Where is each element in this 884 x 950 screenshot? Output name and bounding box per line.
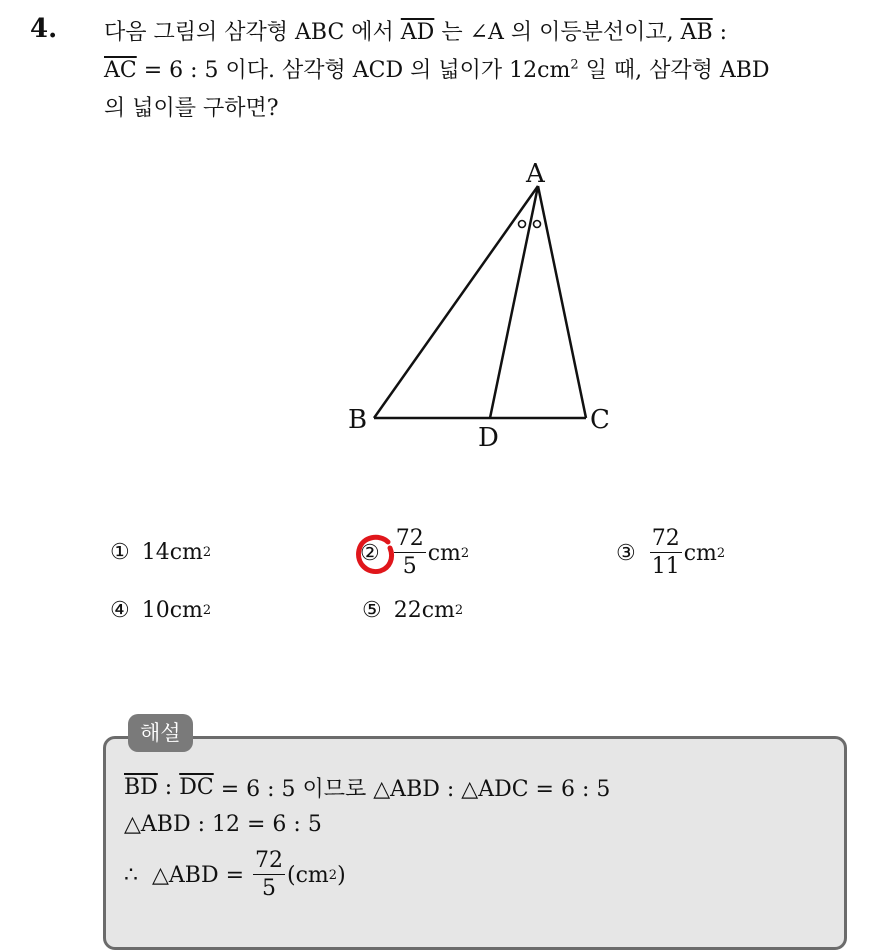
fraction: $\frac{72}{5}$ (395, 526, 424, 579)
solution-line-3: ∴ △ABD = $\frac{72}{5}$ (cm 2 ) (124, 848, 346, 901)
solution-box (103, 736, 847, 950)
choice-2[interactable]: ② $\frac{72}{5}$ cm 2 (360, 526, 469, 581)
choice-marker: ③ (616, 541, 636, 566)
segment-ad: $\overline{AD}$ (400, 20, 435, 45)
vertex-a-label: A (526, 159, 545, 189)
choice-3[interactable]: ③ $\frac{72}{11}$ cm 2 (616, 526, 726, 579)
point-d-label: D (478, 423, 499, 453)
triangle-figure (330, 150, 630, 460)
triangle-diagram (330, 150, 630, 460)
vertex-c-label: C (590, 405, 610, 435)
side-ac (538, 186, 586, 418)
segment-ab: $\overline{AB}$ (680, 20, 713, 45)
question-line-1: 다음 그림의 삼각형 ABC 에서 $\overline{AD}$ 는 ∠A 의 이등분선이고, $\overline{AB}$ : (104, 20, 728, 45)
angle-mark-left (519, 221, 526, 228)
segment-dc: $\overline{DC}$ (179, 775, 214, 800)
solution-line-1: $\overline{BD}$ : $\overline{DC}$ = 6 : 5 이므로 △ABD : △ADC = 6 : 5 (124, 775, 611, 802)
segment-ac: $\overline{AC}$ (104, 58, 137, 83)
choice-5[interactable]: ⑤ 22cm 2 (362, 598, 464, 623)
question-line-3: 의 넓이를 구하면? (104, 96, 279, 121)
solution-tag: 해설 (128, 714, 193, 752)
solution-line-2: △ABD : 12 = 6 : 5 (124, 812, 322, 837)
fraction: $\frac{72}{5}$ (255, 848, 284, 901)
choice-marker: ② (360, 541, 380, 566)
segment-bd: $\overline{BD}$ (124, 775, 158, 800)
question-number: 4. (30, 14, 58, 44)
angle-mark-right (534, 221, 541, 228)
choice-marker: ⑤ (362, 598, 382, 623)
choice-4[interactable]: ④ 10cm 2 (110, 598, 212, 623)
choice-marker: ① (110, 540, 130, 565)
vertex-b-label: B (348, 405, 368, 435)
choice-1[interactable]: ① 14cm 2 (110, 540, 212, 565)
fraction: $\frac{72}{11}$ (651, 526, 680, 579)
question-text (104, 14, 864, 128)
choice-marker: ④ (110, 598, 130, 623)
question-line-2: $\overline{AC} = 6$ : 5 이다. 삼각형 ACD 의 넓이가 $12cm^2$ 일 때, 삼각형 ABD (104, 57, 770, 83)
selected-answer-mark (354, 532, 398, 576)
